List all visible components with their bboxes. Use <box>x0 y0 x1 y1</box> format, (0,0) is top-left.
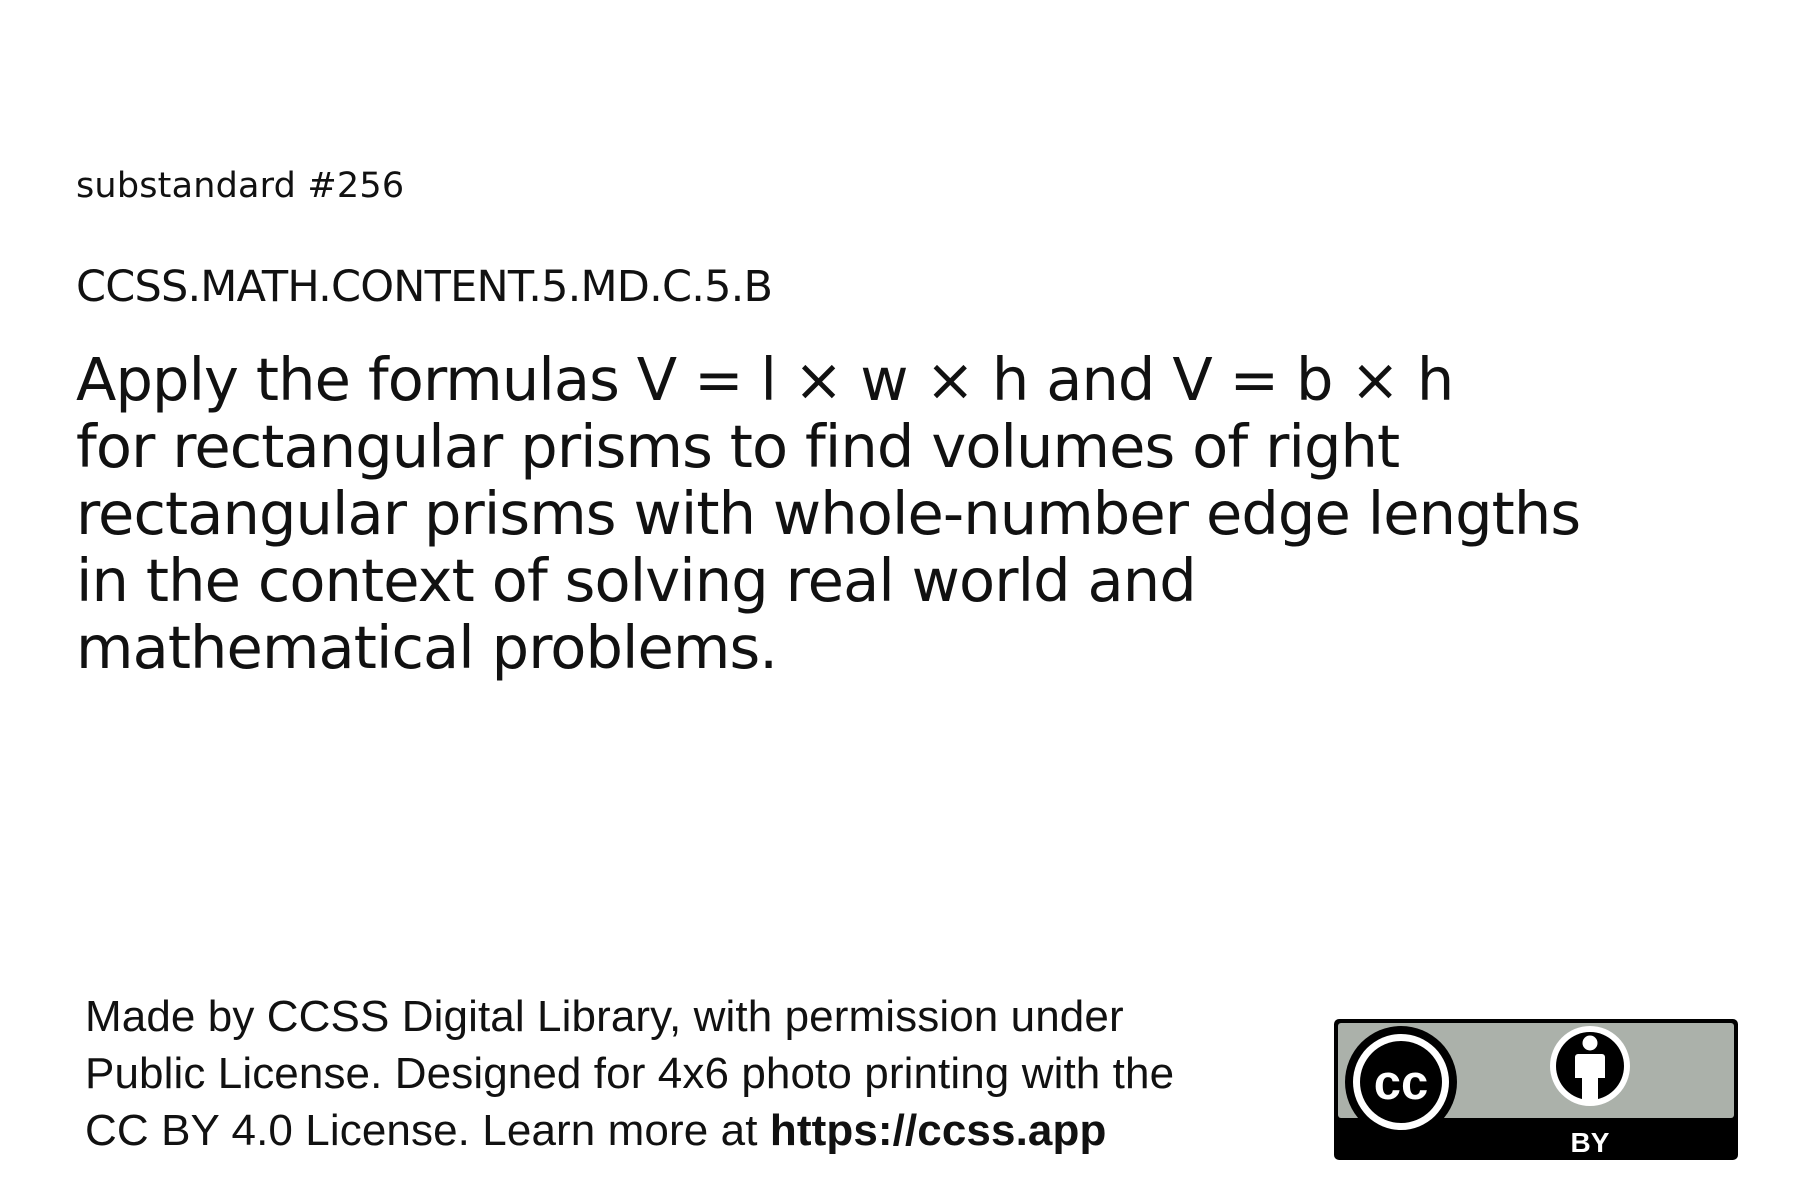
statement-line: Apply the formulas V = l × w × h and V = b × h <box>76 345 1454 414</box>
attribution-line: Public License. Designed for 4x6 photo printing with the <box>85 1049 1175 1098</box>
standard-statement <box>76 346 1696 681</box>
cc-by-license-badge <box>1333 1018 1739 1161</box>
statement-line: mathematical problems. <box>76 613 778 682</box>
attribution-line <box>85 1102 1285 1159</box>
ccss-app-link[interactable]: https://ccss.app <box>769 1106 1107 1155</box>
statement-line: rectangular prisms with whole-number edge lengths <box>76 479 1581 548</box>
by-label: BY <box>1570 1127 1610 1158</box>
cc-icon-text: cc <box>1373 1056 1429 1110</box>
cc-by-badge-graphic <box>1333 1018 1739 1161</box>
license-attribution-text <box>85 988 1285 1159</box>
statement-line: in the context of solving real world and <box>76 546 1196 615</box>
attribution-person-icon <box>1550 1026 1630 1106</box>
creative-commons-icon <box>1345 1026 1457 1138</box>
standard-code: CCSS.MATH.CONTENT.5.MD.C.5.B <box>76 262 773 312</box>
substandard-number: substandard #256 <box>76 166 405 206</box>
statement-line: for rectangular prisms to find volumes of right <box>76 412 1400 481</box>
attribution-line: Made by CCSS Digital Library, with permission under <box>85 992 1124 1041</box>
attribution-line-prefix: CC BY 4.0 License. Learn more at <box>85 1106 770 1155</box>
